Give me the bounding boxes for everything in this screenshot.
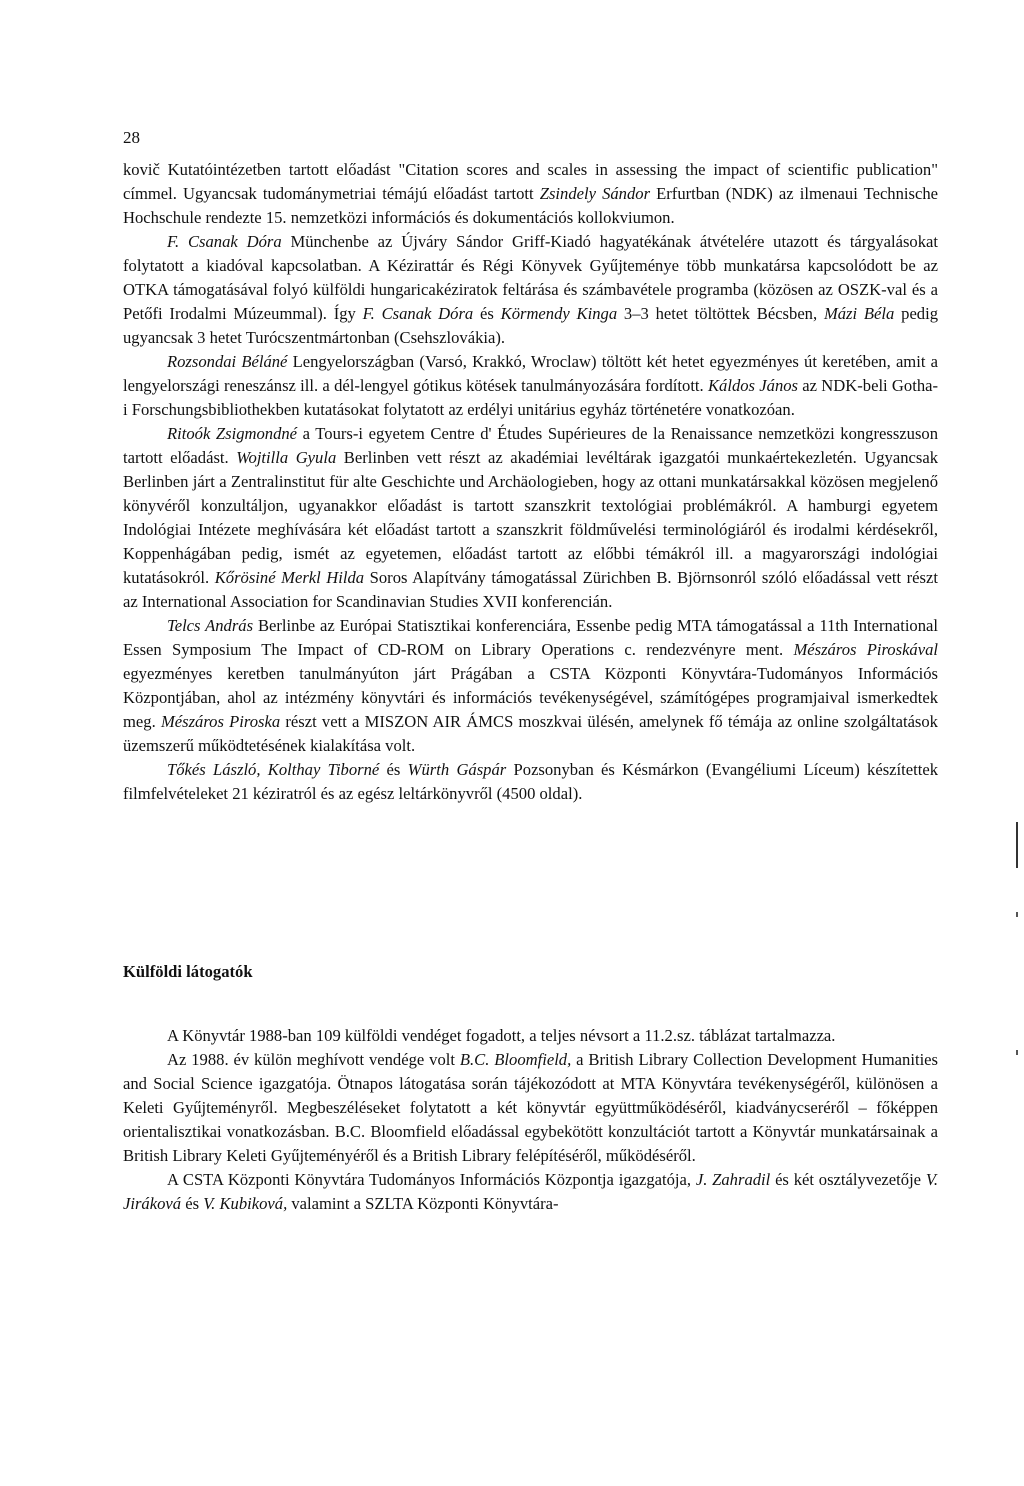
paragraph-2: F. Csanak Dóra Münchenbe az Újváry Sándor Griff-Kiadó hagyatékának átvételére utazott és tárgyalásokat folytatott a kiadóval kapcsolatban. A Kézirattár és Régi Könyvek Gyűjteménye több munkatársa kapcsolódott be az OTKA támogatásával folyó külföldi hungaricakéziratok feltárása és számbavétele programba (közösen az OSZK-val és a Petőfi Irodalmi Múzeummal). Így F. Csanak Dóra és Körmendy Kinga 3–3 hetet töltöttek Bécsben, Mázi Béla pedig ugyancsak 3 hetet Turócszentmártonban (Csehszlovákia). xyxy=(123,232,939,347)
paragraph-3: Rozsondai Béláné Lengyelországban (Varsó, Krakkó, Wroclaw) töltött két hetet egyezményes út keretében, amit a lengyelországi reneszánsz ill. a dél-lengyel gótikus kötések tanulmányozására fordított. Káldos János az NDK-beli Gotha-i Forschungsbibliothekben kutatásokat folytatott az erdélyi unitárius egyház történetére vonatkozóan. xyxy=(123,352,939,419)
paragraph-6: Tőkés László, Kolthay Tiborné és Würth Gáspár Pozsonyban és Késmárkon (Evangéliumi Líceum) készítettek filmfelvételeket 21 kéziratról és az egész leltárkönyvről (4500 oldal). xyxy=(123,760,938,803)
paragraph-5: Telcs András Berlinbe az Európai Statisztikai konferenciára, Essenbe pedig MTA támogatással a 11th International Essen Symposium The Impact of CD-ROM on Library Operations c. rendezvényre ment. Mészáros Piroskával egyezményes keretben tanulmányúton járt Prágában a CSTA Központi Könyvtára-Tudományos Információs Központjában, ahol az intézmény könyvtári és információs tevékenységével, számítógépes programjaival ismerkedtek meg. Mészáros Piroska részt vett a MISZON AIR ÁMCS moszkvai ülésén, amelynek fő témája az online szolgáltatások üzemszerű működtetésének kialakítása volt. xyxy=(123,616,939,755)
person-name: Würth Gáspár xyxy=(407,760,507,779)
person-name: V. Jiráková xyxy=(123,1170,939,1213)
person-name: Zsindely Sándor xyxy=(539,184,651,203)
paragraph-4: Ritoók Zsigmondné a Tours-i egyetem Centre d' Études Supérieures de la Renaissance nemzetközi kongresszuson tartott előadást. Wojtilla Gyula Berlinben vett részt az akadémiai levéltárak igazgatói munkaértekezletén. Ugyancsak Berlinben járt a Zentralinstitut für alte Geschichte und Archäologieben, hogy az ottani munkatársakkal közösen megjelenő könyvéről konzultáljon, ugyanakkor előadást is tartott szanszkrit textológiai problémákról. A hamburgi egyetem Indológiai Intézete meghívására két előadást tartott a szanszkrit földművelési terminológiáról és irodalmi kérdésekről, Koppenhágában pedig, ismét az egyetemen, előadást tartott az előbbi témákról ill. a magyarországi indológiai kutatásokról. Kőrösiné Merkl Hilda Soros Alapítvány támogatással Zürichben B. Björnsonról szóló előadással vett részt az International Association for Scandinavian Studies XVII konferencián. xyxy=(123,424,938,611)
main-text-block xyxy=(123,158,938,806)
section-heading: Külföldi látogatók xyxy=(123,962,253,981)
person-name: V. Kubiková, xyxy=(203,1194,288,1213)
foreign-visitors-section xyxy=(123,960,938,1216)
person-name: F. Csanak Dóra xyxy=(167,232,282,251)
person-name: Kőrösiné Merkl Hilda xyxy=(214,568,365,587)
margin-scan-line xyxy=(1016,822,1018,868)
person-name: F. Csanak Dóra xyxy=(362,304,474,323)
person-name: Mészáros Piroska xyxy=(160,712,281,731)
paragraph-8: Az 1988. év külön meghívott vendége volt B.C. Bloomfield, a British Library Collection Development Humanities and Social Science igazgatója. Ötnapos látogatása során tájékozódott at MTA Könyvtára tevékenységéről, különösen a Keleti Gyűjteményről. Megbeszéléseket folytatott a két könyvtár együttműködéséről, kiadványcseréről – főképpen orientalisztikai vonatkozásban. B.C. Bloomfield előadással egybekötött konzultációt tartott a Könyvtár munkatársainak a British Library Keleti Gyűjteményéről és a British Library felépítéséről, működéséről. xyxy=(123,1050,939,1165)
person-name: Mázi Béla xyxy=(823,304,895,323)
person-name: Mészáros Piroskával xyxy=(793,640,939,659)
person-name: Telcs András xyxy=(167,616,254,635)
person-name: Káldos János xyxy=(707,376,799,395)
margin-scan-dot xyxy=(1016,912,1018,917)
person-name: Tőkés László, Kolthay Tiborné xyxy=(167,760,380,779)
person-name: Ritoók Zsigmondné xyxy=(167,424,298,443)
person-name: Wojtilla Gyula xyxy=(236,448,337,467)
page-number: 28 xyxy=(123,128,140,147)
paragraph-1: kovič Kutatóintézetben tartott előadást "Citation scores and scales in assessing the impact of scientific publication" címmel. Ugyancsak tudománymetriai témájú előadást tartott Zsindely Sándor Erfurtban (NDK) az ilmenaui Technische Hochschule rendezte 15. nemzetközi információs és dokumentációs kollokviumon. xyxy=(123,160,938,227)
paragraph-9: A CSTA Központi Könyvtára Tudományos Információs Központja igazgatója, J. Zahradil és két osztályvezetője V. Jiráková és V. Kubiková, valamint a SZLTA Központi Könyvtára- xyxy=(123,1170,939,1213)
person-name: B.C. Bloomfield, xyxy=(459,1050,572,1069)
person-name: Rozsondai Béláné xyxy=(167,352,288,371)
person-name: Körmendy Kinga xyxy=(500,304,618,323)
margin-scan-dot xyxy=(1016,1050,1018,1055)
person-name: J. Zahradil xyxy=(695,1170,771,1189)
paragraph-7: A Könyvtár 1988-ban 109 külföldi vendéget fogadott, a teljes névsort a 11.2.sz. táblázat tartalmazza. xyxy=(167,1026,836,1045)
